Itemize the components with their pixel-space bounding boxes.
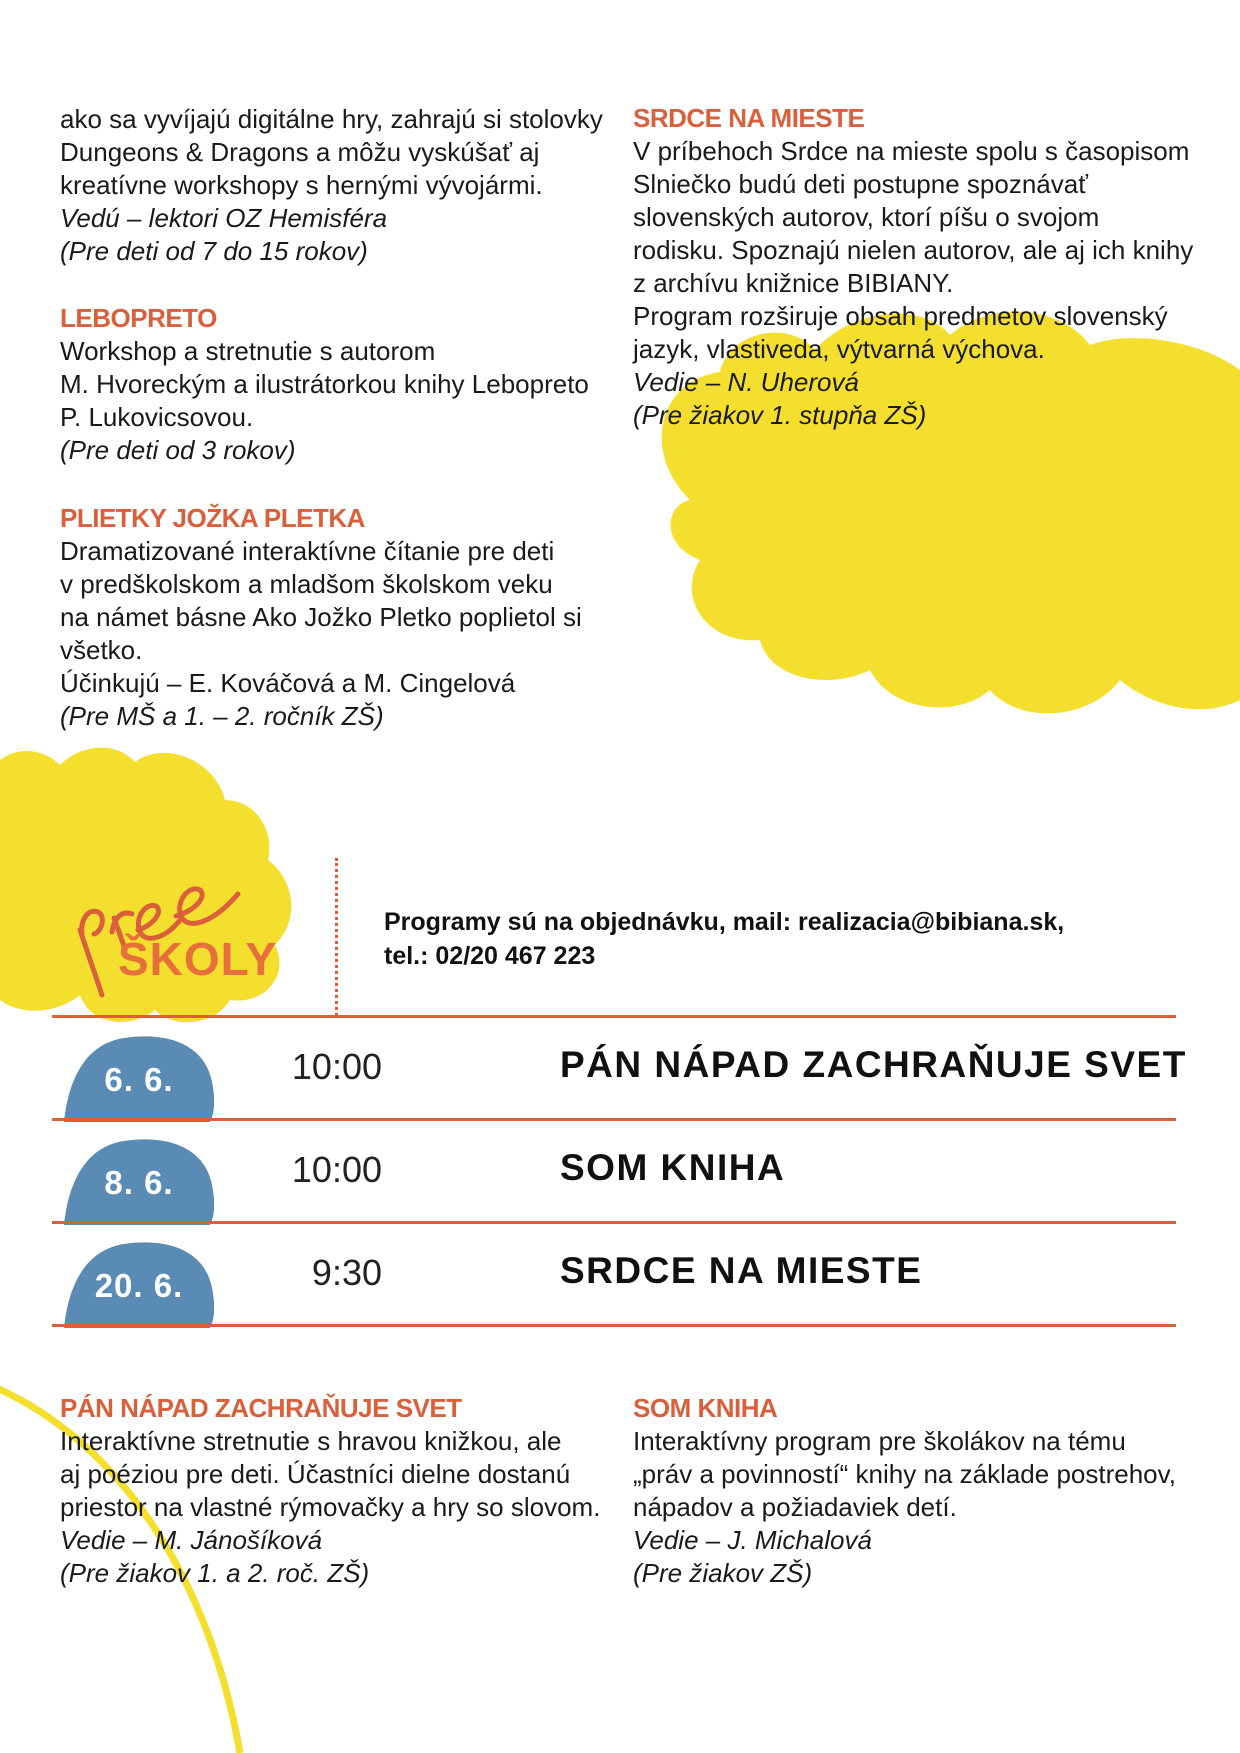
srdce-block (633, 102, 1193, 432)
schedule-rule (52, 1015, 1176, 1018)
leader-line: Vedie – J. Michalová (633, 1525, 872, 1555)
age-line: (Pre deti od 3 rokov) (60, 435, 296, 465)
text-line: všetko. (60, 635, 143, 665)
leader-line: Vedú – lektori OZ Hemisféra (60, 203, 388, 233)
age-line: (Pre MŠ a 1. – 2. ročník ZŠ) (60, 701, 384, 731)
text-line: v predškolskom a mladšom školskom veku (60, 569, 553, 599)
event-date: 6. 6. (104, 1061, 174, 1098)
lebopreto-block (60, 302, 589, 467)
text-line: Interaktívne stretnutie s hravou knižkou, ale (60, 1426, 562, 1456)
text-line: Interaktívny program pre školákov na tému (633, 1426, 1126, 1456)
date-badge (64, 1032, 214, 1122)
text-line: jazyk, vlastiveda, výtvarná výchova. (633, 334, 1045, 364)
text-line: P. Lukovicsovou. (60, 402, 254, 432)
text-line: Účinkujú – E. Kováčová a M. Cingelová (60, 668, 516, 698)
text-line: slovenských autorov, ktorí píšu o svojom (633, 202, 1100, 232)
schedule-rule (52, 1324, 1176, 1327)
schedule-rule (52, 1118, 1176, 1121)
text-line: M. Hvoreckým a ilustrátorkou knihy Lebopreto (60, 369, 589, 399)
text-line: nápadov a požiadaviek detí. (633, 1492, 957, 1522)
section-title: LEBOPRETO (60, 303, 217, 333)
games-block (60, 103, 603, 268)
age-line: (Pre deti od 7 do 15 rokov) (60, 236, 368, 266)
schedule-rule (52, 1221, 1176, 1224)
schedule-row (52, 1020, 1187, 1120)
text-line: rodisku. Spoznajú nielen autorov, ale aj ich knihy (633, 235, 1194, 265)
event-title: PÁN NÁPAD ZACHRAŇUJE SVET (560, 1044, 1187, 1085)
event-date: 20. 6. (94, 1267, 184, 1304)
event-date: 8. 6. (104, 1164, 174, 1201)
age-line: (Pre žiakov 1. a 2. roč. ZŠ) (60, 1558, 370, 1588)
pre-skoly-logo (68, 860, 288, 1000)
event-time: 10:00 (291, 1046, 382, 1087)
text-line: na námet básne Ako Jožko Pletko poplietol si (60, 602, 582, 632)
section-title: SOM KNIHA (633, 1393, 778, 1423)
text-line: Dramatizované interaktívne čítanie pre deti (60, 536, 555, 566)
text-line: kreatívne workshopy s hernými vývojármi. (60, 170, 543, 200)
logo-title: ŠKOLY (118, 933, 278, 985)
age-line: (Pre žiakov ZŠ) (633, 1558, 813, 1588)
text-line: z archívu knižnice BIBIANY. (633, 268, 954, 298)
som-kniha-block (633, 1392, 1176, 1590)
text-line: Dungeons & Dragons a môžu vyskúšať aj (60, 137, 540, 167)
pan-napad-block (60, 1392, 600, 1590)
section-title: PÁN NÁPAD ZACHRAŇUJE SVET (60, 1393, 462, 1423)
event-time: 10:00 (291, 1149, 382, 1190)
contact-line: Programy sú na objednávku, mail: realizacia@bibiana.sk, (384, 908, 1065, 936)
event-title: SOM KNIHA (560, 1147, 786, 1188)
event-title: SRDCE NA MIESTE (560, 1250, 923, 1291)
section-title: PLIETKY JOŽKA PLETKA (60, 503, 365, 533)
schedule-row (52, 1123, 1176, 1223)
leader-line: Vedie – N. Uherová (633, 367, 859, 397)
text-line: V príbehoch Srdce na mieste spolu s časopisom (633, 136, 1190, 166)
dotted-divider (335, 858, 338, 1016)
date-badge (64, 1135, 214, 1225)
text-line: priestor na vlastné rýmovačky a hry so slovom. (60, 1492, 601, 1522)
text-line: Program rozširuje obsah predmetov slovenský (633, 301, 1168, 331)
date-badge (64, 1238, 214, 1328)
event-time: 9:30 (311, 1252, 382, 1293)
text-line: Slniečko budú deti postupne spoznávať (633, 169, 1088, 199)
text-line: „práv a povinností“ knihy na základe postrehov, (633, 1459, 1176, 1489)
text-line: aj poéziou pre deti. Účastníci dielne dostanú (60, 1459, 571, 1489)
text-line: ako sa vyvíjajú digitálne hry, zahrajú si stolovky (60, 104, 603, 134)
section-title: SRDCE NA MIESTE (633, 103, 865, 133)
contact-phone: tel.: 02/20 467 223 (384, 942, 596, 970)
age-line: (Pre žiakov 1. stupňa ZŠ) (633, 400, 927, 430)
schedule-row (52, 1226, 1176, 1326)
pletky-block (60, 502, 582, 733)
booking-contact (384, 905, 1064, 973)
text-line: Workshop a stretnutie s autorom (60, 336, 436, 366)
leader-line: Vedie – M. Jánošíková (60, 1525, 323, 1555)
